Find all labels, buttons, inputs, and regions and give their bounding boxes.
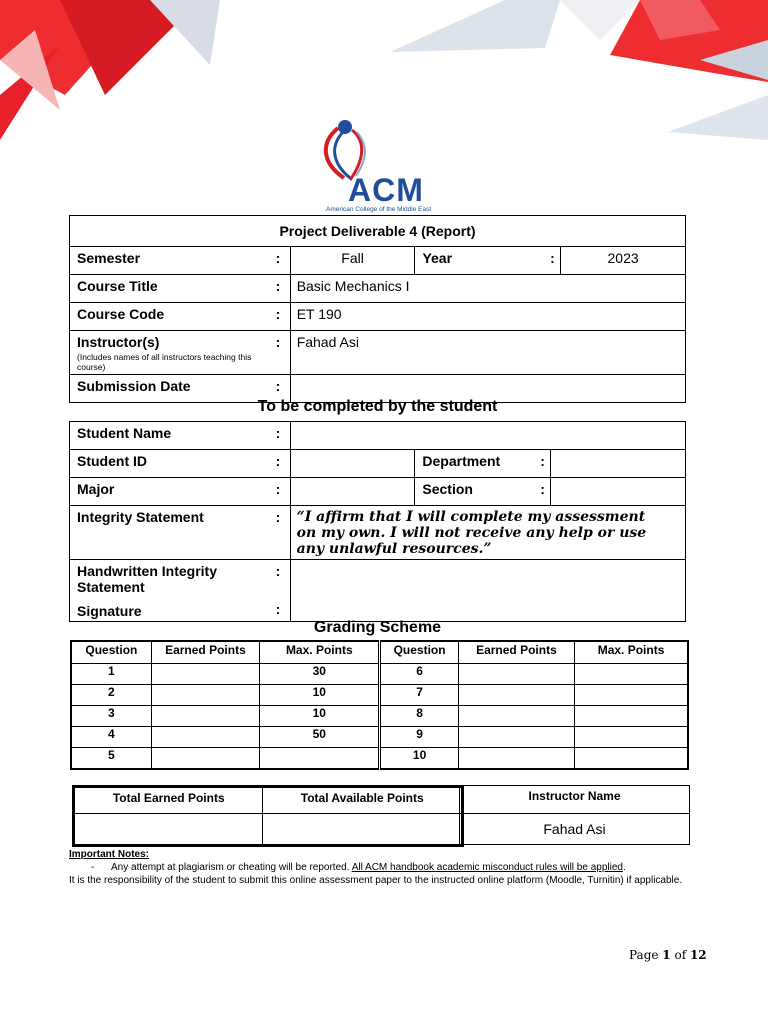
colon: : bbox=[266, 478, 290, 506]
question-number: 6 bbox=[380, 664, 458, 685]
section-label: Section bbox=[415, 478, 535, 506]
max-points: 50 bbox=[260, 727, 380, 748]
earned-points-field[interactable] bbox=[151, 685, 259, 706]
total-earned-points-field[interactable] bbox=[74, 814, 263, 846]
acm-logo-text: ACM bbox=[348, 172, 424, 208]
earned-points-field[interactable] bbox=[458, 664, 574, 685]
colon: : bbox=[266, 303, 290, 331]
course-title-label: Course Title bbox=[70, 275, 267, 303]
colon: : bbox=[266, 506, 290, 560]
earned-points-field[interactable] bbox=[151, 748, 259, 770]
table-row bbox=[71, 727, 688, 748]
earned-points-field[interactable] bbox=[458, 706, 574, 727]
page-prefix: Page bbox=[629, 948, 663, 962]
instructors-note: (Includes names of all instructors teaching this course) bbox=[77, 352, 252, 372]
course-title-value: Basic Mechanics I bbox=[290, 275, 685, 303]
grading-scheme-heading: Grading Scheme bbox=[313, 619, 442, 636]
earned-points-field[interactable] bbox=[458, 727, 574, 748]
handwritten-signature-field[interactable] bbox=[290, 560, 685, 622]
handwritten-integrity-label: Handwritten Integrity Statement bbox=[77, 563, 218, 595]
semester-value: Fall bbox=[290, 247, 415, 275]
course-code-label: Course Code bbox=[70, 303, 267, 331]
colon-pair bbox=[266, 560, 290, 622]
max-points bbox=[260, 748, 380, 770]
total-available-points-field[interactable] bbox=[263, 814, 463, 846]
page-number bbox=[629, 948, 707, 962]
colon: : bbox=[266, 450, 290, 478]
colon: : bbox=[266, 331, 290, 375]
section-field[interactable] bbox=[551, 478, 686, 506]
instructor-name-label: Instructor Name bbox=[460, 786, 690, 814]
page-title: Project Deliverable 4 (Report) bbox=[70, 216, 686, 247]
student-name-field[interactable] bbox=[290, 422, 685, 450]
earned-points-field[interactable] bbox=[151, 727, 259, 748]
question-number: 7 bbox=[380, 685, 458, 706]
colon: : bbox=[535, 478, 551, 506]
instructor-name-table bbox=[459, 785, 690, 845]
earned-points-field[interactable] bbox=[151, 664, 259, 685]
student-name-label: Student Name bbox=[70, 422, 267, 450]
department-field[interactable] bbox=[551, 450, 686, 478]
colon: : bbox=[266, 247, 290, 275]
max-points: 10 bbox=[260, 706, 380, 727]
submission-date-label: Submission Date bbox=[70, 375, 267, 403]
question-number: 1 bbox=[71, 664, 151, 685]
earned-points-field[interactable] bbox=[151, 706, 259, 727]
student-id-field[interactable] bbox=[290, 450, 415, 478]
semester-label: Semester bbox=[70, 247, 267, 275]
table-row bbox=[71, 748, 688, 770]
signature-label: Signature bbox=[77, 603, 142, 619]
grading-table bbox=[70, 640, 689, 770]
max-points bbox=[575, 664, 688, 685]
colon: : bbox=[275, 563, 281, 579]
instructors-label-cell bbox=[70, 331, 267, 375]
colon: : bbox=[275, 601, 281, 617]
header-earned-points-1: Earned Points bbox=[151, 641, 259, 664]
header-question-1: Question bbox=[71, 641, 151, 664]
question-number: 2 bbox=[71, 685, 151, 706]
page-of: of bbox=[670, 948, 690, 962]
year-label: Year bbox=[415, 247, 545, 275]
earned-points-field[interactable] bbox=[458, 748, 574, 770]
max-points bbox=[575, 685, 688, 706]
major-field[interactable] bbox=[290, 478, 415, 506]
page-total: 12 bbox=[689, 948, 707, 962]
integrity-statement-label: Integrity Statement bbox=[70, 506, 267, 560]
bullet-marker: - bbox=[91, 862, 95, 873]
note-text: Any attempt at plagiarism or cheating will be reported. bbox=[111, 862, 352, 873]
colon: : bbox=[545, 247, 561, 275]
header-max-points-2: Max. Points bbox=[575, 641, 688, 664]
max-points bbox=[575, 727, 688, 748]
course-code-value: ET 190 bbox=[290, 303, 685, 331]
question-number: 4 bbox=[71, 727, 151, 748]
header-earned-points-2: Earned Points bbox=[458, 641, 574, 664]
colon: : bbox=[266, 275, 290, 303]
question-number: 3 bbox=[71, 706, 151, 727]
colon: : bbox=[266, 422, 290, 450]
acm-logo-subtitle: American College of the Middle East bbox=[326, 206, 432, 213]
max-points bbox=[575, 706, 688, 727]
earned-points-field[interactable] bbox=[458, 685, 574, 706]
student-info-table bbox=[69, 421, 686, 622]
course-info-table bbox=[69, 215, 686, 403]
student-section-heading: To be completed by the student bbox=[257, 398, 498, 415]
handwritten-signature-label-cell bbox=[70, 560, 267, 622]
question-number: 10 bbox=[380, 748, 458, 770]
max-points: 30 bbox=[260, 664, 380, 685]
instructors-value: Fahad Asi bbox=[290, 331, 685, 375]
department-label: Department bbox=[415, 450, 535, 478]
page-current: 1 bbox=[662, 948, 671, 962]
note-item bbox=[69, 861, 709, 874]
colon: : bbox=[266, 375, 290, 403]
year-value: 2023 bbox=[561, 247, 686, 275]
integrity-statement-text: “I affirm that I will complete my assessment on my own. I will not receive any help or use any unlawful resources.” bbox=[290, 506, 685, 560]
max-points: 10 bbox=[260, 685, 380, 706]
note-link-text: All ACM handbook academic misconduct rules will be applied bbox=[351, 862, 623, 873]
table-row bbox=[71, 706, 688, 727]
colon: : bbox=[535, 450, 551, 478]
note-responsibility: It is the responsibility of the student to submit this online assessment paper to the instructed online platform (Moodle, Turnitin) if applicable. bbox=[69, 875, 683, 886]
total-available-points-label: Total Available Points bbox=[263, 787, 463, 814]
note-punct: . bbox=[622, 862, 626, 873]
totals-table bbox=[72, 785, 464, 847]
major-label: Major bbox=[70, 478, 267, 506]
student-id-label: Student ID bbox=[70, 450, 267, 478]
instructors-label: Instructor(s) bbox=[77, 334, 160, 350]
question-number: 8 bbox=[380, 706, 458, 727]
total-earned-points-label: Total Earned Points bbox=[74, 787, 263, 814]
instructor-name-value: Fahad Asi bbox=[460, 814, 690, 845]
header-question-2: Question bbox=[380, 641, 458, 664]
header-max-points-1: Max. Points bbox=[260, 641, 380, 664]
important-notes bbox=[69, 848, 709, 887]
question-number: 9 bbox=[380, 727, 458, 748]
max-points bbox=[575, 748, 688, 770]
table-row bbox=[71, 664, 688, 685]
table-row bbox=[71, 685, 688, 706]
question-number: 5 bbox=[71, 748, 151, 770]
notes-heading: Important Notes: bbox=[69, 849, 149, 860]
